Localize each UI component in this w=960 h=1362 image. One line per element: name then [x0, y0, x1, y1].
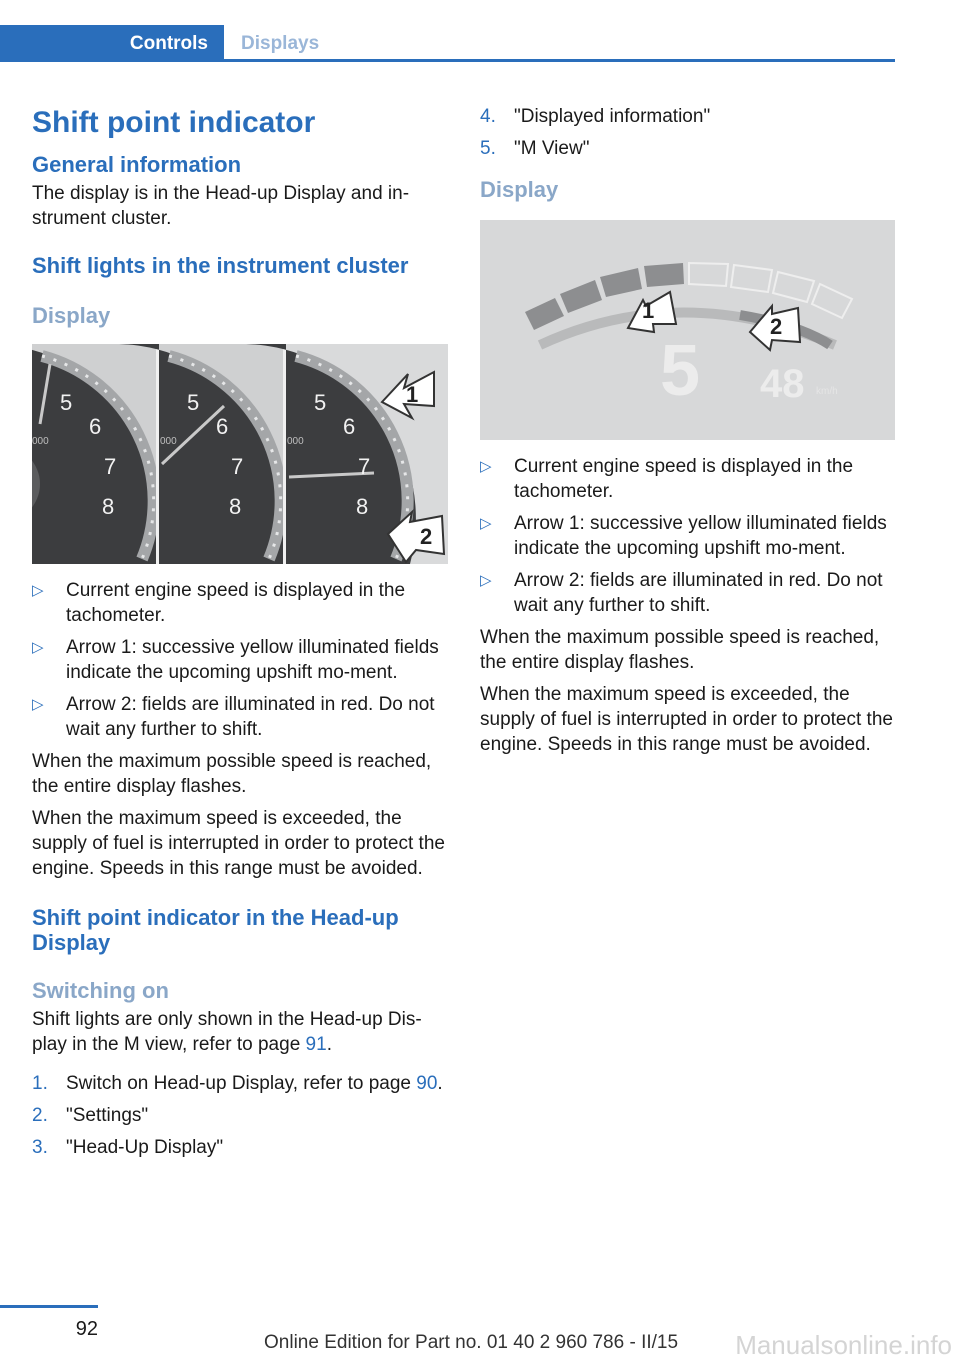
gauge-2-num-5: 5 — [187, 390, 200, 415]
page-link-90[interactable]: 90 — [416, 1073, 438, 1094]
list-item: 5. "M View" — [480, 138, 590, 159]
gauge-1-num-8: 8 — [102, 494, 115, 519]
switching-text: Shift lights are only shown in the Head-up Dis-play in the M view, refer to page 91. — [32, 1009, 422, 1055]
gauge-1-num-6: 6 — [89, 414, 102, 439]
gauge-2-side-label: 000 — [160, 436, 177, 447]
hud-figure — [480, 220, 895, 440]
gauge-1-side-label: 000 — [32, 436, 49, 447]
max-reached-text: When the maximum possible speed is reached, the entire display flashes. — [32, 751, 432, 797]
general-heading: General information — [32, 152, 242, 177]
gauge-1-num-7: 7 — [104, 454, 117, 479]
list-item: ▷ Arrow 1: successive yellow illuminated fields indicate the upcoming upshift mo-ment. — [32, 637, 439, 683]
page-link-91[interactable]: 91 — [305, 1034, 327, 1055]
list-item: ▷ Arrow 1: successive yellow illuminated fields indicate the upcoming upshift mo-ment. — [480, 513, 887, 559]
triangle-bullet-icon: ▷ — [32, 639, 44, 656]
list-item: 2. "Settings" — [32, 1105, 149, 1126]
arrow-2-label: 2 — [770, 314, 783, 339]
hud-speed: 48 — [760, 362, 805, 406]
gauge-3-side-label: 000 — [287, 436, 304, 447]
list-item: ▷ Arrow 2: fields are illuminated in red. Do not wait any further to shift. — [32, 694, 435, 740]
tab-controls[interactable]: Controls — [0, 25, 224, 62]
gauge-3-num-6: 6 — [343, 414, 356, 439]
left-column — [32, 100, 448, 1167]
shift-lights-heading: Shift lights in the instrument cluster — [32, 253, 409, 278]
list-item: 3. "Head-Up Display" — [32, 1137, 224, 1158]
triangle-bullet-icon: ▷ — [480, 572, 492, 589]
max-reached-text-right: When the maximum possible speed is reached, the entire display flashes. — [480, 627, 880, 673]
right-bullet-list — [480, 454, 895, 618]
left-steps-list — [32, 1071, 448, 1160]
tab-displays[interactable]: Displays — [241, 32, 320, 54]
arrow-2-label: 2 — [420, 524, 433, 549]
gauge-2-num-6: 6 — [216, 414, 229, 439]
triangle-bullet-icon: ▷ — [480, 515, 492, 532]
tachometer-illustration — [32, 344, 448, 564]
gauge-3-num-8: 8 — [356, 494, 369, 519]
page-header — [0, 25, 895, 62]
hud-speed-unit: km/h — [816, 386, 838, 397]
edition-text: Online Edition for Part no. 01 40 2 960 786 - II/15 — [264, 1332, 679, 1353]
page-title: Shift point indicator — [32, 106, 316, 139]
watermark: Manualsonline.info — [735, 1330, 952, 1360]
display-heading: Display — [32, 303, 111, 328]
right-column — [480, 100, 895, 757]
hud-heading: Shift point indicator in the Head-up Display — [32, 905, 399, 955]
triangle-bullet-icon: ▷ — [480, 458, 492, 475]
triangle-bullet-icon: ▷ — [32, 696, 44, 713]
arrow-1-label: 1 — [406, 382, 419, 407]
left-bullet-list — [32, 578, 448, 742]
arrow-1-label: 1 — [642, 298, 655, 323]
list-item: ▷ Current engine speed is displayed in the tachometer. — [480, 456, 854, 502]
gauge-3-num-7: 7 — [358, 454, 371, 479]
gauge-1 — [32, 344, 162, 564]
triangle-bullet-icon: ▷ — [32, 582, 44, 599]
header-rule — [224, 59, 895, 62]
general-text: The display is in the Head-up Display and in-strument cluster. — [32, 183, 410, 229]
max-exceeded-text: When the maximum speed is exceeded, the supply of fuel is interrupted in order to protect the engine. Speeds in this range must be avoided. — [32, 808, 445, 879]
max-exceeded-text-right: When the maximum speed is exceeded, the supply of fuel is interrupted in order to protect the engine. Speeds in this range must be avoided. — [480, 684, 893, 755]
footer-rule — [0, 1305, 98, 1308]
hud-illustration — [480, 220, 895, 440]
list-item: ▷ Arrow 2: fields are illuminated in red. Do not wait any further to shift. — [480, 570, 883, 616]
gauge-2-num-8: 8 — [229, 494, 242, 519]
gauge-1-num-5: 5 — [60, 390, 73, 415]
right-steps-list — [480, 104, 895, 161]
switching-heading: Switching on — [32, 978, 169, 1003]
list-item: 4. "Displayed information" — [480, 106, 711, 127]
list-item: ▷ Current engine speed is displayed in the tachometer. — [32, 580, 406, 626]
tachometer-figure — [32, 344, 448, 564]
page-number: 92 — [75, 1318, 98, 1340]
hud-gear: 5 — [660, 331, 701, 411]
display-heading-right: Display — [480, 177, 559, 202]
list-item: 1. Switch on Head-up Display, refer to page 90. — [32, 1073, 443, 1094]
gauge-3-num-5: 5 — [314, 390, 327, 415]
gauge-2-num-7: 7 — [231, 454, 244, 479]
